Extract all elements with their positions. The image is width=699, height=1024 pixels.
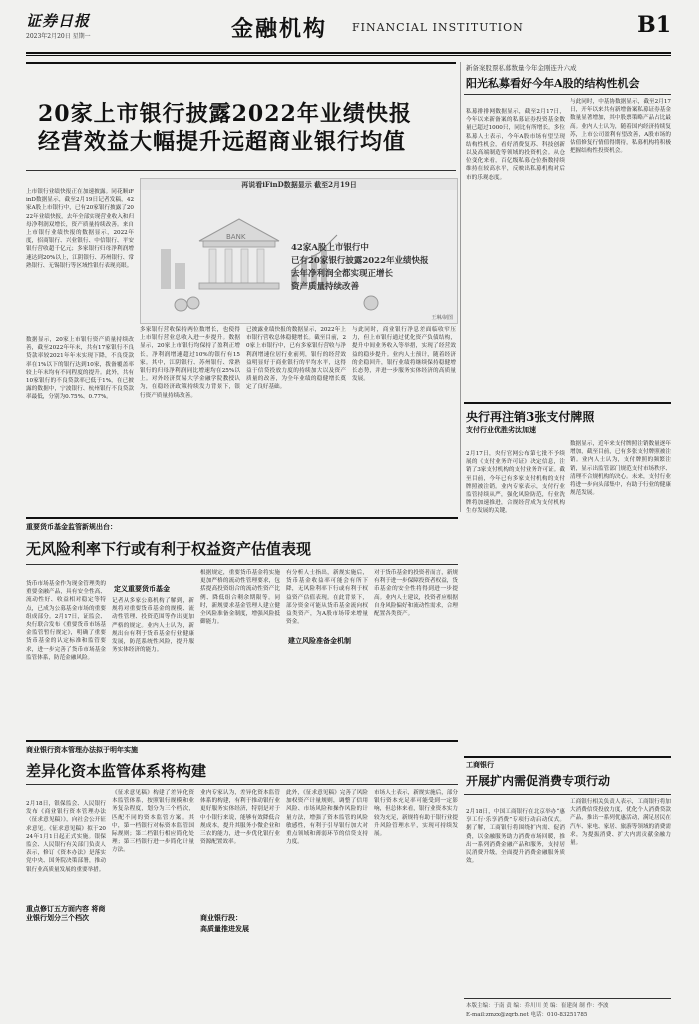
loan-headline: 开展扩内需促消费专项行动: [466, 774, 611, 788]
cap-column-1: 2月18日，银保监会、人民银行发布《商业银行资本管理办法（征求意见稿）》，向社会公开征求意见。《征求意见稿》拟于2024年1月1日起正式实施。银保监会、人民银行有关部门负责人表示，修订《资本办法》是落实党中央、国务院决策部署，推动银行业高质量发展的重要举措。: [26, 801, 106, 873]
infographic-line-3: 去年净利润全都实现正增长: [291, 269, 394, 279]
pay-column-a: 2月17日，央行官网公布第七批不予续展的《支付业务许可证》决定信息，注销了3家支付机构的支付业务许可证。截至目前，今年已有多家支付机构的支付牌照被注销。业内专家表示，支付行业监管持续从严，强化风险防范，行业洗牌将加速推进，合规经营成为支付机构生存发展的关键。: [466, 451, 565, 515]
mid-kicker: 重要货币基金监管新规出台：: [26, 522, 117, 531]
cap-headline-rule: [26, 784, 458, 785]
footer-rule: [464, 998, 671, 999]
infographic-line-2: 已有20家银行披露2022年业绩快报: [291, 256, 429, 266]
page-number: B1: [637, 12, 671, 38]
lead-top-rule: [26, 62, 456, 64]
cap-subhead-1b: 高质量推进发展: [200, 924, 249, 933]
loan-column-b: 工商银行相关负责人表示，工商银行将加大消费信贷投放力度，优化个人消费贷款产品，推出一系列优惠活动，满足居民在汽车、家电、家居、旅游等领域的消费需求，为提振消费、扩大内需贡献金融力量。: [570, 799, 671, 847]
loan-kicker: 工商银行: [466, 760, 494, 769]
mid-column-1: 货币市场基金作为现金管理类的重要金融产品，具有安全性高、流动性好、收益相对稳定等特点，已成为公募基金市场的重要组成部分。2月17日，证监会、央行联合发布《重要货币市场基金监管暂行规定》，明确了重要货币基金的认定标准和监管要求，进一步完善了货币市场基金监管体系，防范金融风险。: [26, 581, 106, 661]
mid-column-4: 有分析人士指出，新规实施后，货币基金收益率可能会有所下降，无风险利率下行或有利于权益资产估值表现。在此背景下，部分资金可能从货币基金流向权益类资产，为A股市场带来增量资金。: [286, 570, 368, 626]
mid-column-3: 根据规定，重要货币基金将实施更加严格的流动性管理要求，包括提高投资组合的流动性资产比例、降低组合剩余期限等。同时，新规要求基金管理人建立健全风险准备金制度，增强风险抵御能力。: [200, 570, 280, 626]
lead-headline-rule: [26, 170, 456, 171]
loan-headline-rule: [464, 794, 671, 795]
mid-headline: 无风险利率下行或有利于权益资产估值表现: [26, 540, 312, 558]
pay-headline: 央行再注销3张支付牌照: [466, 410, 595, 424]
section-title-en: FINANCIAL INSTITUTION: [352, 21, 524, 34]
lead-column-3: 多家银行营收保持两位数增长，也使得上市银行营业总收入进一步提升。数据显示，20家上市银行均保持了盈利正增长，净利润增速超过10%的银行有15家。其中，江阴银行、苏州银行、常熟银行的归母净利润同比增速均在25%以上。对外经济贸易大学金融学院教授认为，在稳经济政策持续发力背景下，银行资产质量持续改善。: [140, 327, 240, 399]
pay-column-b: 数据显示，近年来支付牌照注销数量逐年增加，截至目前，已有多张支付牌照被注销。业内人士认为，支付牌照的频繁注销，显示出监管部门规范支付市场秩序、清理不合规机构的决心。未来，支付行业将进一步向头部集中，有助于行业的健康规范发展。: [570, 441, 671, 497]
mid-top-rule: [26, 517, 458, 519]
masthead: [26, 8, 671, 52]
mid-subhead-1: 定义重要货币基金: [114, 584, 170, 593]
lead-headline-2: 经营效益大幅提升远超商业银行均值: [38, 129, 407, 155]
cap-column-4: 此外，《征求意见稿》完善了风险加权资产计量规则，调整了信用风险、市场风险和操作风险的计量方法，增强了资本监管的风险敏感性，有利于引导银行加大对重点领域和薄弱环节的信贷支持力度。: [286, 790, 368, 846]
cap-top-rule: [26, 740, 458, 742]
infographic-credit: 王琳/制图: [431, 315, 453, 321]
footer-contact: E-mail:zmzx@zqrb.net 电话：010-83251785: [466, 1012, 588, 1018]
infographic-line-4: 资产质量持续改善: [291, 282, 360, 292]
side-column-a: 私募排排网数据显示，截至2月17日，今年以来新备案的私募证券投资基金数量已超过1000只，同比有所增长。多位私募人士表示，今年A股市场有望呈现结构性机会，看好消费复苏、科技创新以及高端制造等领域的投资机会。从仓位变化来看，百亿级私募仓位指数持续维持在较高水平，反映出私募机构对后市的乐观态度。: [466, 109, 565, 181]
masthead-rule: [26, 52, 671, 54]
infographic-line-1: 42家A股上市银行中: [291, 243, 369, 253]
mid-column-2: 记者从多家公募机构了解到，新规将对重要货币基金的规模、流动性管理、投资范围等作出更加严格的规定。业内人士认为，新规出台有利于货币基金行业健康发展，防范系统性风险，提升服务实体经济的能力。: [112, 598, 194, 654]
lead-column-1: 上市银行业绩快报正在加速披露。同花顺iFinD数据显示，截至2月19日记者发稿，42家A股上市银行中，已有20家银行披露了2022年业绩快报，去年全部实现营业收入和归母净利润双增长，资产质量持续改善。来自上市银行业绩快报的数据显示，2022年度，招商银行、兴业银行、中信银行、平安银行营收超千亿元；多家银行归母净利润增速达到20%以上，江阴银行、苏州银行、常熟银行、无锡银行等区域性银行表现亮眼。: [26, 189, 134, 269]
mid-subhead-2: 建立风险准备金机制: [288, 636, 351, 645]
side-headline: 阳光私募看好今年A股的结构性机会: [466, 77, 640, 90]
cap-kicker: 商业银行资本管理办法拟于明年实施: [26, 745, 138, 754]
cap-column-3: 业内专家认为，差异化资本监管体系的构建，有利于推动银行业更好服务实体经济，特别是对于中小银行来说，能够有效降低合规成本，提升其服务小微企业和三农的能力，进一步优化银行业资源配置效率。: [200, 790, 280, 846]
pay-subheadline: 支付行业优胜劣汰加速: [466, 425, 536, 434]
cap-headline: 差异化资本监管体系将构建: [26, 762, 207, 780]
lead-column-5: 与此同时，商业银行净息差面临收窄压力，但上市银行通过优化资产负债结构，提升中间业务收入等举措，实现了经营效益的稳步提升。业内人士预计，随着经济的企稳回升，银行业绩将继续保持稳健增长态势，并进一步服务实体经济的高质量发展。: [352, 327, 456, 383]
cap-column-5: 市场人士表示，新规实施后，部分银行资本充足率可能受到一定影响，但总体来看，银行业资本实力较为充足，新规将有助于银行业提升风险管理水平，实现可持续发展。: [374, 790, 458, 838]
section-title: 金融机构: [231, 16, 328, 42]
lead-column-2: 数据显示，20家上市银行资产质量持续改善，截至2022年年末，共有17家银行不良贷款率较2021年年末实现下降，不良贷款率在1%以下的银行达到10家，拨备覆盖率较上年末均有不同程度的提升。此外，共有10家银行的不良贷款率已低于1%，在已披露的数据中，宁波银行、杭州银行不良贷款率最低，分别为0.75%、0.77%。: [26, 337, 134, 401]
cap-subhead-1: 商业银行段：: [200, 913, 242, 922]
side-column-b: 与此同时，中基协数据显示，截至2月17日，开年以来共有新增备案私募证券基金数量显著增加，其中股票策略产品占比最高。业内人士认为，随着国内经济持续复苏，上市公司盈利有望改善，A股市场的估值修复行情值得期待，私募机构将积极把握结构性投资机会。: [570, 99, 671, 155]
svg-text:BANK: BANK: [226, 233, 246, 241]
cap-note: 重点修订五方面内容 将商业银行划分三个档次: [26, 904, 106, 922]
cap-column-2: 《征求意见稿》构建了差异化资本监管体系，按照银行规模和业务复杂程度，划分为三个档次，匹配不同的资本监管方案。其中，第一档银行对标资本监管国际规则；第二档银行相应简化处理；第三档银行进一步简化计量方法。: [112, 790, 194, 854]
lead-column-4: 已披露业绩快报的数据显示，2022年上市银行营收总体稳健增长。截至目前，20家上市银行中，已有多家银行营收与净利润增速位居行业前列，银行的经营效益明显好于商业银行的平均水平，这得益于信贷投放力度的持续加大以及资产质量的改善，为全年业绩的稳健增长奠定了良好基础。: [246, 327, 346, 391]
side-rule: [464, 94, 671, 95]
column-divider: [460, 62, 461, 512]
lead-infographic: [140, 178, 458, 324]
loan-column-a: 2月18日，中国工商银行在北京举办“惠享工行·乐享消费”专项行动启动仪式。据了解，工商银行将围绕扩内需、促消费，以金融服务助力消费市场回暖，推出一系列消费金融产品和服务，支持居民消费升级，全面提升消费金融服务质效。: [466, 809, 565, 865]
mid-headline-rule: [26, 564, 458, 565]
masthead-rule-thin: [26, 55, 671, 56]
loan-top-rule: [464, 756, 671, 758]
lead-headline-1: 20家上市银行披露2022年业绩快报: [38, 101, 412, 127]
newspaper-logo: 证券日报: [26, 12, 91, 30]
mid-column-5: 对于货币基金的投资者而言，新规有利于进一步保障投资者权益，货币基金的安全性将得到进一步提高。业内人士建议，投资者应根据自身风险偏好和流动性需求，合理配置各类资产。: [374, 570, 458, 618]
footer-editors: 本版主编：于南 责 编：乔川川 美 编：崔建岗 制 作：李波: [466, 1003, 609, 1009]
infographic-banner: 再说看iFinD数据显示 截至2月19日: [141, 179, 457, 190]
issue-date: 2023年2月20日 星期一: [26, 33, 91, 40]
side-kicker: 新备案股票私募数量今年金刚连升六成: [466, 64, 577, 72]
pay-top-rule: [464, 402, 671, 404]
